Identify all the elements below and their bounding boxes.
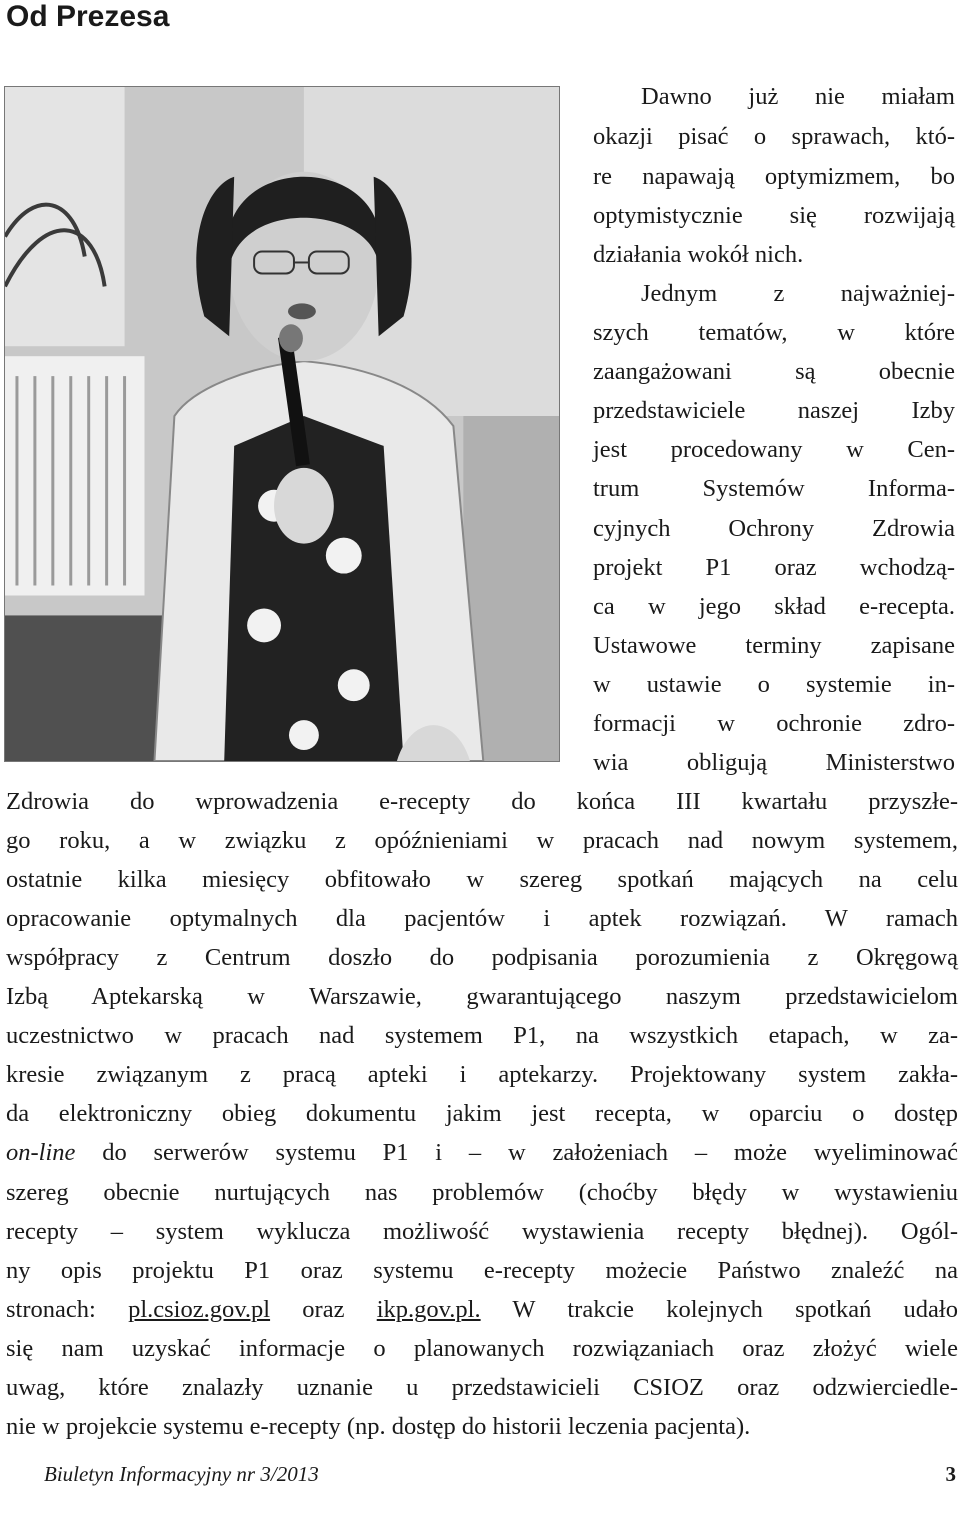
text-line-links (6, 1295, 958, 1325)
text-line: współpracy z Centrum doszło do podpisania porozumienia z Okręgową (6, 944, 958, 971)
text-span: W trakcie kolejnych spotkań udało (480, 1296, 958, 1323)
italic-term: on-line (6, 1139, 76, 1166)
csioz-link[interactable]: pl.csioz.gov.pl (128, 1296, 271, 1323)
text-line: Jednym z najważniej- (641, 280, 955, 307)
text-line-online (6, 1138, 958, 1168)
text-line: Izbą Aptekarską w Warszawie, gwarantującego naszym przedstawicielom (6, 983, 958, 1010)
text-line: re napawają optymizmem, bo (593, 163, 955, 190)
text-line: projekt P1 oraz wchodzą- (593, 554, 955, 581)
text-line: Zdrowia do wprowadzenia e-recepty do końca III kwartału przyszłe- (6, 788, 958, 815)
text-span: stronach: (6, 1296, 129, 1323)
text-line: szych tematów, w które (593, 319, 955, 346)
text-line: cyjnych Ochrony Zdrowia (593, 515, 955, 542)
text-line: przedstawiciele naszej Izby (593, 397, 955, 424)
text-line: ca w jego skład e-recepta. (593, 593, 955, 620)
text-line: nie w projekcie systemu e-recepty (np. dostęp do historii leczenia pacjenta). (6, 1413, 751, 1440)
text-line: opracowanie optymalnych dla pacjentów i aptek rozwiązań. W ramach (6, 905, 958, 932)
text-line: uwag, które znalazły uznanie u przedstawicieli CSIOZ oraz odzwierciedle- (6, 1374, 958, 1401)
text-line: szereg obecnie nurtujących nas problemów (choćby błędy w wystawieniu (6, 1179, 958, 1206)
text-line: optymistycznie się rozwijają (593, 202, 955, 229)
ikp-link[interactable]: ikp.gov.pl. (376, 1296, 481, 1323)
page-number: 3 (945, 1462, 956, 1486)
text-line: jest procedowany w Cen- (593, 436, 955, 463)
text-span: oraz (270, 1296, 377, 1323)
text-line: ny opis projektu P1 oraz systemu e-recepty możecie Państwo znaleźć na (6, 1257, 958, 1284)
text-line: Dawno już nie miałam (641, 83, 955, 110)
section-title: Od Prezesa (6, 0, 170, 33)
text-line: wia obligują Ministerstwo (593, 749, 955, 776)
text-line: kresie związanym z pracą apteki i aptekarzy. Projektowany system zakła- (6, 1061, 958, 1088)
text-line: ostatnie kilka miesięcy obfitowało w szereg spotkań mających na celu (6, 866, 958, 893)
text-line: się nam uzyskać informacje o planowanych rozwiązaniach oraz złożyć wiele (6, 1335, 958, 1362)
text-line: trum Systemów Informa- (593, 475, 955, 502)
text-line: da elektroniczny obieg dokumentu jakim jest recepta, w oparciu o dostęp (6, 1100, 958, 1127)
text-line: w ustawie o systemie in- (593, 671, 955, 698)
text-line: go roku, a w związku z opóźnieniami w pracach nad nowym systemem, (6, 827, 958, 854)
text-line: recepty – system wyklucza możliwość wystawienia recepty błędnej). Ogól- (6, 1218, 958, 1245)
text-line: Ustawowe terminy zapisane (593, 632, 955, 659)
footer-publication: Biuletyn Informacyjny nr 3/2013 (44, 1462, 319, 1486)
text-line: działania wokół nich. (593, 241, 804, 268)
speaker-photo-image (5, 87, 559, 761)
text-line: zaangażowani są obecnie (593, 358, 955, 385)
article-photo (4, 86, 560, 762)
text-line: okazji pisać o sprawach, któ- (593, 123, 955, 150)
text-line: uczestnictwo w pracach nad systemem P1, na wszystkich etapach, w za- (6, 1022, 958, 1049)
text-span: do serwerów systemu P1 i – w założeniach – może wyeliminować (75, 1139, 958, 1166)
text-line: formacji w ochronie zdro- (593, 710, 955, 737)
